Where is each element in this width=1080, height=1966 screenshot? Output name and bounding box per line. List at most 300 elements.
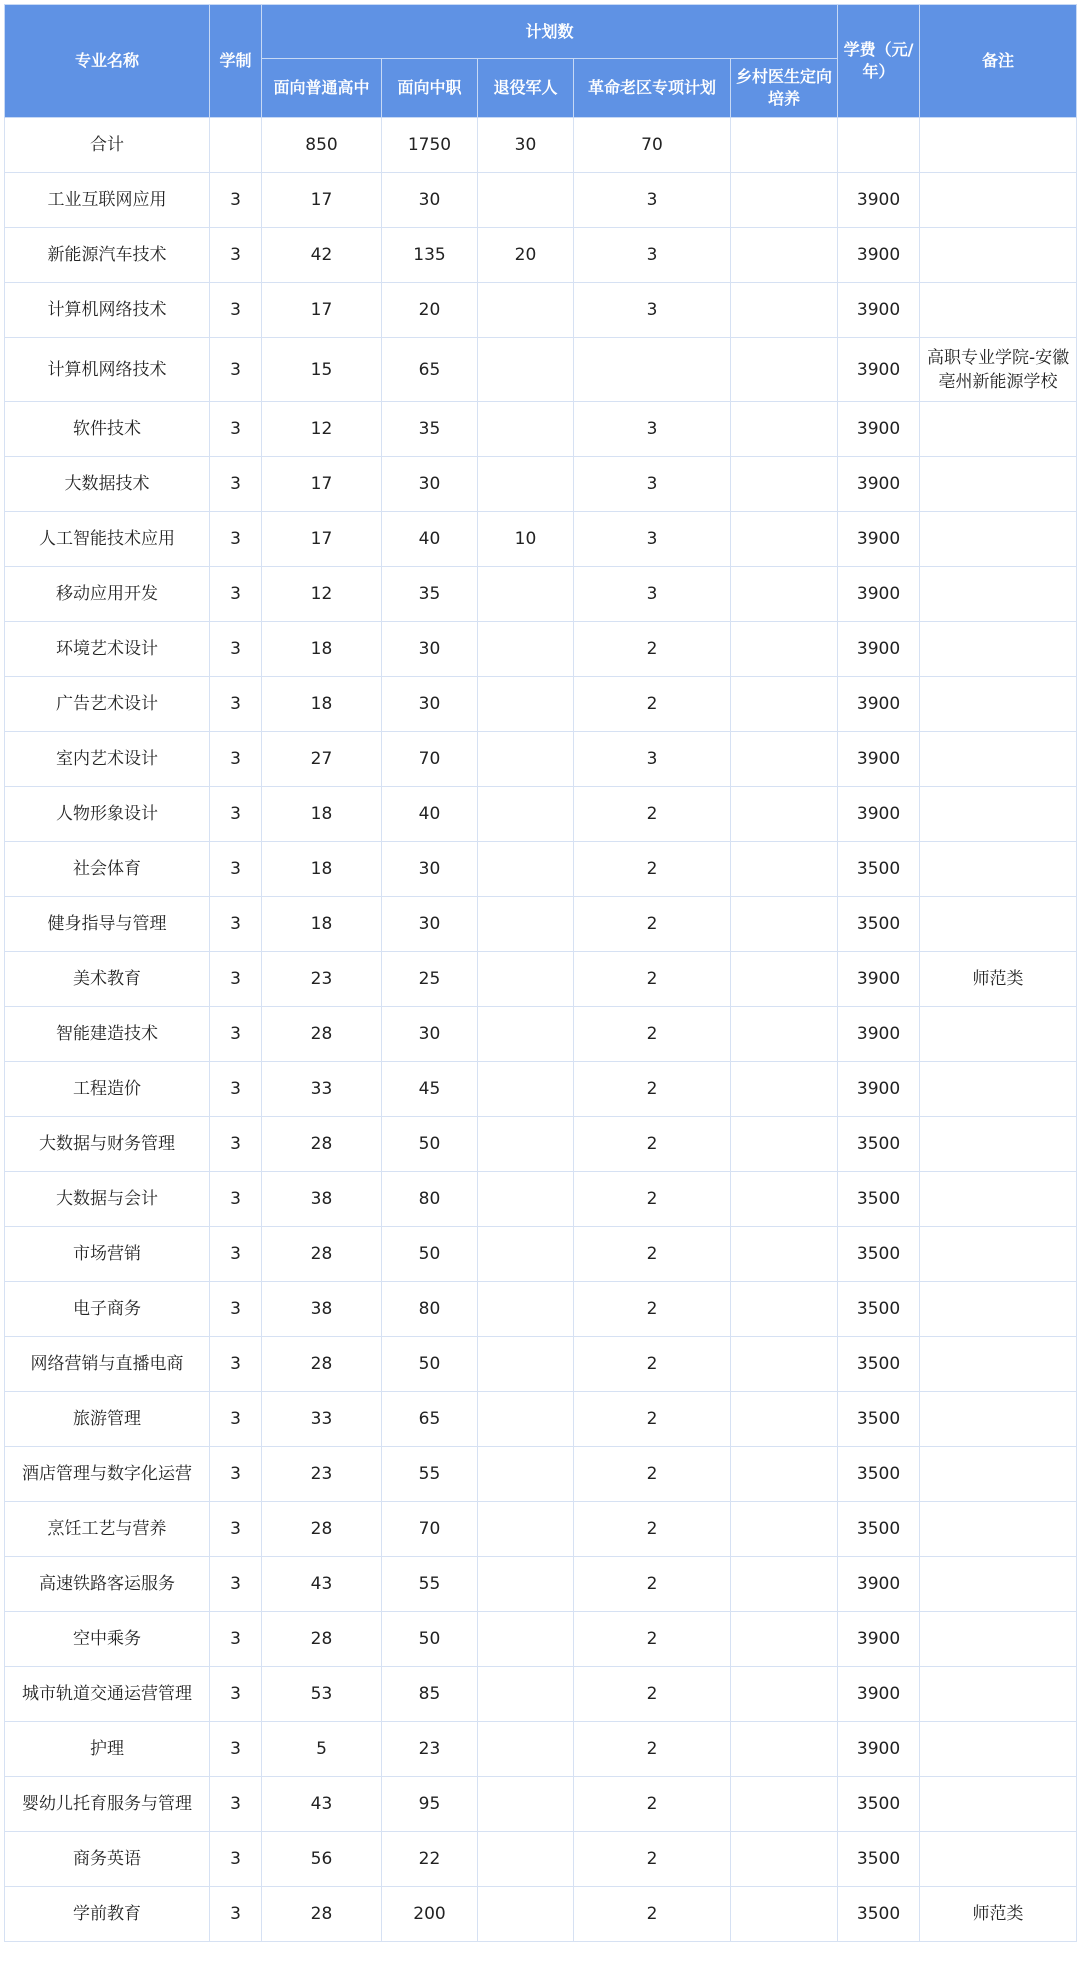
revolutionary-area-count: 2 <box>574 1777 731 1832</box>
rural-doctor-count <box>731 1612 838 1667</box>
high-school-count: 43 <box>262 1557 382 1612</box>
major-name: 高速铁路客运服务 <box>5 1557 210 1612</box>
veterans-count <box>478 1117 574 1172</box>
high-school-count: 23 <box>262 1447 382 1502</box>
veterans-count <box>478 1172 574 1227</box>
rural-doctor-count <box>731 842 838 897</box>
tuition: 3900 <box>838 228 920 283</box>
tuition: 3500 <box>838 1282 920 1337</box>
duration: 3 <box>210 1227 262 1282</box>
high-school-count: 12 <box>262 402 382 457</box>
remark <box>920 402 1077 457</box>
veterans-count <box>478 1062 574 1117</box>
vocational-count: 30 <box>382 897 478 952</box>
rural-doctor-count <box>731 677 838 732</box>
duration: 3 <box>210 1777 262 1832</box>
remark <box>920 787 1077 842</box>
header-high-school: 面向普通高中 <box>262 59 382 118</box>
remark <box>920 173 1077 228</box>
table-row <box>5 1502 1077 1557</box>
total-rural-doctor <box>731 118 838 173</box>
vocational-count: 65 <box>382 1392 478 1447</box>
duration: 3 <box>210 732 262 787</box>
rural-doctor-count <box>731 1007 838 1062</box>
revolutionary-area-count: 2 <box>574 677 731 732</box>
duration: 3 <box>210 1007 262 1062</box>
total-revolutionary-area: 70 <box>574 118 731 173</box>
tuition: 3500 <box>838 1117 920 1172</box>
tuition: 3500 <box>838 1887 920 1942</box>
revolutionary-area-count: 2 <box>574 1007 731 1062</box>
tuition: 3900 <box>838 787 920 842</box>
major-name: 商务英语 <box>5 1832 210 1887</box>
duration: 3 <box>210 283 262 338</box>
remark: 师范类 <box>920 952 1077 1007</box>
major-name: 室内艺术设计 <box>5 732 210 787</box>
tuition: 3500 <box>838 1172 920 1227</box>
duration: 3 <box>210 897 262 952</box>
high-school-count: 28 <box>262 1117 382 1172</box>
high-school-count: 28 <box>262 1502 382 1557</box>
tuition: 3900 <box>838 622 920 677</box>
total-veterans: 30 <box>478 118 574 173</box>
revolutionary-area-count: 2 <box>574 1612 731 1667</box>
rural-doctor-count <box>731 1392 838 1447</box>
rural-doctor-count <box>731 1832 838 1887</box>
tuition: 3900 <box>838 1612 920 1667</box>
table-row <box>5 1282 1077 1337</box>
vocational-count: 20 <box>382 283 478 338</box>
table-row <box>5 1062 1077 1117</box>
veterans-count <box>478 1557 574 1612</box>
high-school-count: 42 <box>262 228 382 283</box>
remark <box>920 1062 1077 1117</box>
veterans-count <box>478 1887 574 1942</box>
major-name: 烹饪工艺与营养 <box>5 1502 210 1557</box>
veterans-count <box>478 1777 574 1832</box>
major-name: 美术教育 <box>5 952 210 1007</box>
table-row <box>5 1337 1077 1392</box>
tuition: 3900 <box>838 677 920 732</box>
rural-doctor-count <box>731 897 838 952</box>
revolutionary-area-count: 2 <box>574 1832 731 1887</box>
table-body <box>5 118 1077 1942</box>
veterans-count <box>478 567 574 622</box>
revolutionary-area-count: 2 <box>574 1282 731 1337</box>
enrollment-plan-table-wrapper <box>4 4 1076 1942</box>
duration: 3 <box>210 842 262 897</box>
high-school-count: 12 <box>262 567 382 622</box>
remark: 师范类 <box>920 1887 1077 1942</box>
revolutionary-area-count: 2 <box>574 1337 731 1392</box>
high-school-count: 28 <box>262 1337 382 1392</box>
vocational-count: 40 <box>382 512 478 567</box>
rural-doctor-count <box>731 1337 838 1392</box>
vocational-count: 50 <box>382 1117 478 1172</box>
high-school-count: 28 <box>262 1887 382 1942</box>
table-row <box>5 338 1077 402</box>
tuition: 3900 <box>838 512 920 567</box>
duration: 3 <box>210 1667 262 1722</box>
duration: 3 <box>210 1887 262 1942</box>
header-plan-group: 计划数 <box>262 5 838 59</box>
rural-doctor-count <box>731 1667 838 1722</box>
duration: 3 <box>210 1282 262 1337</box>
total-duration <box>210 118 262 173</box>
major-name: 电子商务 <box>5 1282 210 1337</box>
major-name: 计算机网络技术 <box>5 283 210 338</box>
remark <box>920 732 1077 787</box>
header-major: 专业名称 <box>5 5 210 118</box>
veterans-count <box>478 1447 574 1502</box>
revolutionary-area-count: 3 <box>574 228 731 283</box>
tuition: 3900 <box>838 457 920 512</box>
duration: 3 <box>210 1172 262 1227</box>
table-row <box>5 1832 1077 1887</box>
table-row <box>5 1117 1077 1172</box>
revolutionary-area-count: 2 <box>574 952 731 1007</box>
remark <box>920 283 1077 338</box>
vocational-count: 50 <box>382 1337 478 1392</box>
remark <box>920 1337 1077 1392</box>
veterans-count <box>478 1502 574 1557</box>
rural-doctor-count <box>731 1887 838 1942</box>
revolutionary-area-count: 2 <box>574 787 731 842</box>
duration: 3 <box>210 1447 262 1502</box>
duration: 3 <box>210 1117 262 1172</box>
table-row <box>5 1172 1077 1227</box>
table-row <box>5 173 1077 228</box>
high-school-count: 17 <box>262 283 382 338</box>
duration: 3 <box>210 457 262 512</box>
tuition: 3500 <box>838 897 920 952</box>
veterans-count <box>478 732 574 787</box>
major-name: 智能建造技术 <box>5 1007 210 1062</box>
enrollment-plan-table <box>4 4 1077 1942</box>
vocational-count: 30 <box>382 622 478 677</box>
table-row <box>5 787 1077 842</box>
rural-doctor-count <box>731 952 838 1007</box>
major-name: 城市轨道交通运营管理 <box>5 1667 210 1722</box>
rural-doctor-count <box>731 173 838 228</box>
veterans-count: 20 <box>478 228 574 283</box>
major-name: 婴幼儿托育服务与管理 <box>5 1777 210 1832</box>
rural-doctor-count <box>731 1447 838 1502</box>
duration: 3 <box>210 1832 262 1887</box>
veterans-count <box>478 952 574 1007</box>
veterans-count <box>478 897 574 952</box>
remark <box>920 1722 1077 1777</box>
table-row <box>5 1392 1077 1447</box>
major-name: 大数据与会计 <box>5 1172 210 1227</box>
major-name: 工业互联网应用 <box>5 173 210 228</box>
major-name: 新能源汽车技术 <box>5 228 210 283</box>
remark <box>920 842 1077 897</box>
tuition: 3900 <box>838 1667 920 1722</box>
major-name: 社会体育 <box>5 842 210 897</box>
header-vocational: 面向中职 <box>382 59 478 118</box>
duration: 3 <box>210 952 262 1007</box>
major-name: 环境艺术设计 <box>5 622 210 677</box>
high-school-count: 53 <box>262 1667 382 1722</box>
duration: 3 <box>210 1722 262 1777</box>
total-tuition <box>838 118 920 173</box>
tuition: 3900 <box>838 173 920 228</box>
revolutionary-area-count: 3 <box>574 457 731 512</box>
high-school-count: 17 <box>262 512 382 567</box>
veterans-count <box>478 1337 574 1392</box>
tuition: 3500 <box>838 1777 920 1832</box>
revolutionary-area-count: 3 <box>574 173 731 228</box>
major-name: 计算机网络技术 <box>5 338 210 402</box>
revolutionary-area-count: 2 <box>574 1887 731 1942</box>
veterans-count <box>478 622 574 677</box>
table-row <box>5 622 1077 677</box>
total-remark <box>920 118 1077 173</box>
high-school-count: 38 <box>262 1172 382 1227</box>
rural-doctor-count <box>731 402 838 457</box>
tuition: 3900 <box>838 952 920 1007</box>
vocational-count: 23 <box>382 1722 478 1777</box>
remark <box>920 512 1077 567</box>
duration: 3 <box>210 173 262 228</box>
revolutionary-area-count: 2 <box>574 1502 731 1557</box>
revolutionary-area-count: 2 <box>574 1667 731 1722</box>
tuition: 3500 <box>838 1832 920 1887</box>
high-school-count: 18 <box>262 897 382 952</box>
high-school-count: 5 <box>262 1722 382 1777</box>
major-name: 学前教育 <box>5 1887 210 1942</box>
vocational-count: 30 <box>382 842 478 897</box>
duration: 3 <box>210 677 262 732</box>
vocational-count: 30 <box>382 457 478 512</box>
high-school-count: 28 <box>262 1227 382 1282</box>
vocational-count: 25 <box>382 952 478 1007</box>
rural-doctor-count <box>731 1172 838 1227</box>
revolutionary-area-count: 2 <box>574 622 731 677</box>
table-row <box>5 842 1077 897</box>
table-row <box>5 952 1077 1007</box>
veterans-count: 10 <box>478 512 574 567</box>
remark <box>920 1447 1077 1502</box>
duration: 3 <box>210 228 262 283</box>
major-name: 广告艺术设计 <box>5 677 210 732</box>
table-row <box>5 567 1077 622</box>
high-school-count: 18 <box>262 677 382 732</box>
major-name: 软件技术 <box>5 402 210 457</box>
veterans-count <box>478 338 574 402</box>
veterans-count <box>478 842 574 897</box>
high-school-count: 28 <box>262 1007 382 1062</box>
table-row <box>5 1227 1077 1282</box>
tuition: 3500 <box>838 1227 920 1282</box>
veterans-count <box>478 1722 574 1777</box>
vocational-count: 80 <box>382 1172 478 1227</box>
vocational-count: 85 <box>382 1667 478 1722</box>
rural-doctor-count <box>731 228 838 283</box>
veterans-count <box>478 1007 574 1062</box>
rural-doctor-count <box>731 1117 838 1172</box>
vocational-count: 55 <box>382 1447 478 1502</box>
major-name: 护理 <box>5 1722 210 1777</box>
veterans-count <box>478 457 574 512</box>
table-row <box>5 283 1077 338</box>
vocational-count: 40 <box>382 787 478 842</box>
vocational-count: 50 <box>382 1612 478 1667</box>
vocational-count: 55 <box>382 1557 478 1612</box>
vocational-count: 95 <box>382 1777 478 1832</box>
tuition: 3500 <box>838 842 920 897</box>
table-row <box>5 228 1077 283</box>
vocational-count: 35 <box>382 567 478 622</box>
table-row <box>5 732 1077 787</box>
rural-doctor-count <box>731 1502 838 1557</box>
table-row <box>5 402 1077 457</box>
major-name: 工程造价 <box>5 1062 210 1117</box>
duration: 3 <box>210 1557 262 1612</box>
table-row <box>5 1007 1077 1062</box>
vocational-count: 22 <box>382 1832 478 1887</box>
remark <box>920 1392 1077 1447</box>
remark <box>920 677 1077 732</box>
rural-doctor-count <box>731 1557 838 1612</box>
rural-doctor-count <box>731 1282 838 1337</box>
tuition: 3500 <box>838 1447 920 1502</box>
major-name: 旅游管理 <box>5 1392 210 1447</box>
revolutionary-area-count: 3 <box>574 402 731 457</box>
veterans-count <box>478 787 574 842</box>
rural-doctor-count <box>731 1227 838 1282</box>
remark <box>920 1117 1077 1172</box>
veterans-count <box>478 283 574 338</box>
vocational-count: 30 <box>382 173 478 228</box>
table-row <box>5 1447 1077 1502</box>
rural-doctor-count <box>731 1722 838 1777</box>
high-school-count: 27 <box>262 732 382 787</box>
remark <box>920 1667 1077 1722</box>
high-school-count: 18 <box>262 622 382 677</box>
vocational-count: 70 <box>382 1502 478 1557</box>
vocational-count: 200 <box>382 1887 478 1942</box>
high-school-count: 28 <box>262 1612 382 1667</box>
high-school-count: 18 <box>262 842 382 897</box>
duration: 3 <box>210 402 262 457</box>
remark <box>920 1282 1077 1337</box>
high-school-count: 33 <box>262 1392 382 1447</box>
rural-doctor-count <box>731 622 838 677</box>
header-duration: 学制 <box>210 5 262 118</box>
revolutionary-area-count: 2 <box>574 1062 731 1117</box>
header-veterans: 退役军人 <box>478 59 574 118</box>
high-school-count: 17 <box>262 173 382 228</box>
duration: 3 <box>210 622 262 677</box>
revolutionary-area-count <box>574 338 731 402</box>
vocational-count: 135 <box>382 228 478 283</box>
vocational-count: 45 <box>382 1062 478 1117</box>
duration: 3 <box>210 1337 262 1392</box>
table-row <box>5 1667 1077 1722</box>
tuition: 3900 <box>838 1007 920 1062</box>
remark <box>920 1832 1077 1887</box>
rural-doctor-count <box>731 732 838 787</box>
revolutionary-area-count: 2 <box>574 1447 731 1502</box>
tuition: 3900 <box>838 1722 920 1777</box>
table-row <box>5 1557 1077 1612</box>
revolutionary-area-count: 2 <box>574 1117 731 1172</box>
duration: 3 <box>210 512 262 567</box>
table-row <box>5 1722 1077 1777</box>
revolutionary-area-count: 2 <box>574 1722 731 1777</box>
major-name: 大数据与财务管理 <box>5 1117 210 1172</box>
remark <box>920 228 1077 283</box>
remark <box>920 1007 1077 1062</box>
total-high-school: 850 <box>262 118 382 173</box>
table-header <box>5 5 1077 118</box>
table-row <box>5 677 1077 732</box>
high-school-count: 17 <box>262 457 382 512</box>
duration: 3 <box>210 567 262 622</box>
remark <box>920 567 1077 622</box>
high-school-count: 18 <box>262 787 382 842</box>
revolutionary-area-count: 3 <box>574 512 731 567</box>
high-school-count: 43 <box>262 1777 382 1832</box>
rural-doctor-count <box>731 512 838 567</box>
vocational-count: 30 <box>382 1007 478 1062</box>
remark: 高职专业学院-安徽亳州新能源学校 <box>920 338 1077 402</box>
tuition: 3500 <box>838 1337 920 1392</box>
table-row <box>5 1887 1077 1942</box>
tuition: 3900 <box>838 1557 920 1612</box>
vocational-count: 65 <box>382 338 478 402</box>
high-school-count: 23 <box>262 952 382 1007</box>
high-school-count: 38 <box>262 1282 382 1337</box>
tuition: 3900 <box>838 283 920 338</box>
remark <box>920 1557 1077 1612</box>
veterans-count <box>478 1392 574 1447</box>
tuition: 3900 <box>838 567 920 622</box>
vocational-count: 80 <box>382 1282 478 1337</box>
table-row <box>5 1612 1077 1667</box>
high-school-count: 56 <box>262 1832 382 1887</box>
major-name: 网络营销与直播电商 <box>5 1337 210 1392</box>
tuition: 3500 <box>838 1502 920 1557</box>
veterans-count <box>478 1832 574 1887</box>
remark <box>920 622 1077 677</box>
revolutionary-area-count: 2 <box>574 842 731 897</box>
major-name: 健身指导与管理 <box>5 897 210 952</box>
duration: 3 <box>210 1392 262 1447</box>
total-label: 合计 <box>5 118 210 173</box>
revolutionary-area-count: 3 <box>574 732 731 787</box>
tuition: 3500 <box>838 1392 920 1447</box>
rural-doctor-count <box>731 338 838 402</box>
duration: 3 <box>210 1062 262 1117</box>
header-remark: 备注 <box>920 5 1077 118</box>
tuition: 3900 <box>838 402 920 457</box>
major-name: 酒店管理与数字化运营 <box>5 1447 210 1502</box>
high-school-count: 33 <box>262 1062 382 1117</box>
tuition: 3900 <box>838 1062 920 1117</box>
header-tuition: 学费（元/年） <box>838 5 920 118</box>
revolutionary-area-count: 3 <box>574 567 731 622</box>
rural-doctor-count <box>731 283 838 338</box>
rural-doctor-count <box>731 1777 838 1832</box>
veterans-count <box>478 1612 574 1667</box>
duration: 3 <box>210 787 262 842</box>
revolutionary-area-count: 2 <box>574 1557 731 1612</box>
revolutionary-area-count: 2 <box>574 897 731 952</box>
major-name: 人工智能技术应用 <box>5 512 210 567</box>
